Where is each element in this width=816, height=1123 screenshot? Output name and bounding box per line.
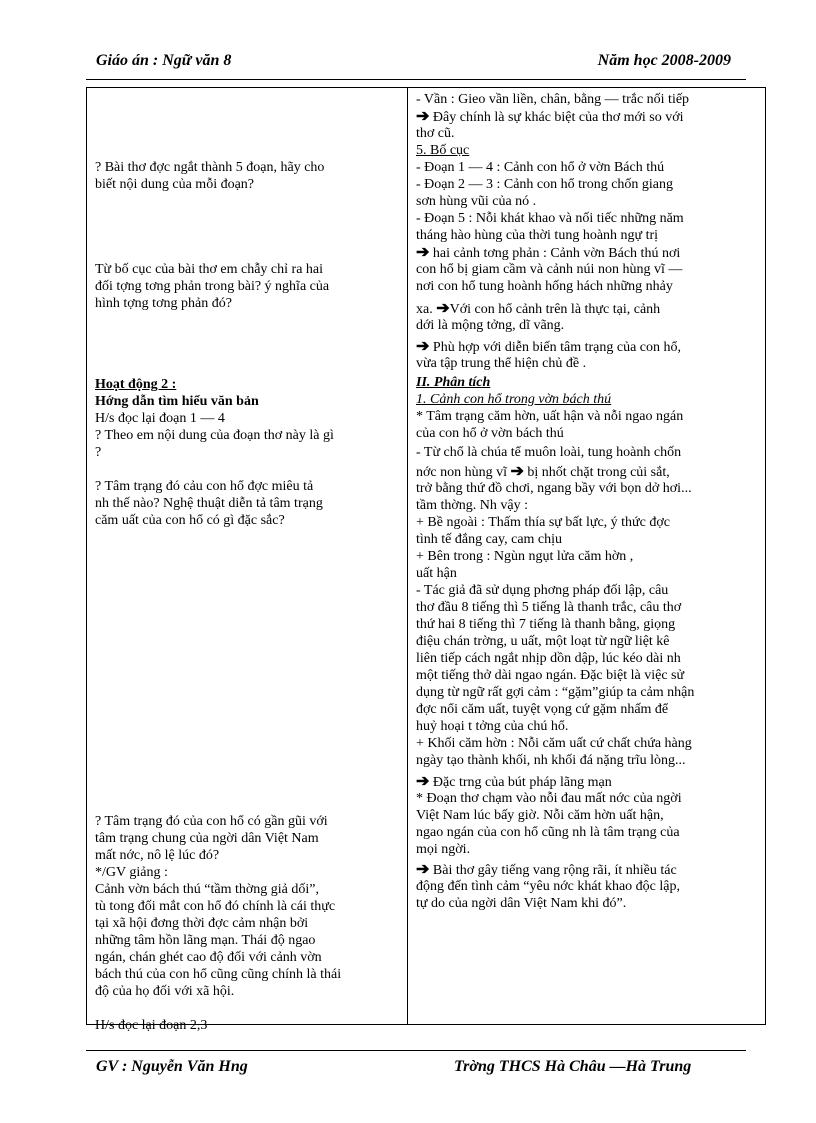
question-4-cont: nh thế nào? Nghệ thuật diễn tả tâm trạng [95, 496, 323, 511]
text-line: * Tâm trạng căm hờn, uất hận và nỗi ngao ngán [416, 409, 684, 424]
right-arrow-icon: ➔ [510, 463, 524, 480]
text-line: vừa tập trung thể hiện chủ đề . [416, 356, 587, 371]
teacher-note-line: những tâm hồn lãng mạn. Thái độ ngao [95, 933, 316, 948]
text-line: liên tiếp cách ngắt nhịp dồn dập, lúc kéo dài nh [416, 651, 681, 666]
section-heading: II. Phân tích [416, 375, 491, 390]
teacher-note-line: tại xã hội đơng thời đợc cảm nhận bởi [95, 916, 309, 931]
text-line: + Khối căm hờn : Nỗi căm uất cứ chất chứa hàng [416, 736, 692, 751]
text-line: dới là mộng tởng, dĩ vãng. [416, 318, 565, 333]
section-heading: 5. Bố cục [416, 143, 470, 158]
question-1-cont: biết nội dung của mỗi đoạn? [95, 177, 255, 192]
text-line: - Đoạn 1 — 4 : Cảnh con hổ ở vờn Bách thú [416, 160, 665, 175]
text-line: - Đoạn 2 — 3 : Cảnh con hổ trong chốn giang [416, 177, 674, 192]
teacher-note-line: bách thú của con hổ cũng cũng chính là thái [95, 967, 342, 982]
text-line: thứ hai 8 tiếng thì 7 tiếng là thanh bằng, giọng [416, 617, 676, 632]
reading-instruction: H/s đọc lại đoạn 1 — 4 [95, 411, 225, 426]
header-rule [86, 79, 746, 80]
text-line: * Đoạn thơ chạm vào nỗi đau mất nớc của ngời [416, 791, 682, 806]
teacher-note-line: ngán, chán ghét cao độ đối với cảnh vờn [95, 950, 322, 965]
text-line: - Tác giả đã sử dụng phơng pháp đối lập, câu [416, 583, 669, 598]
text-line: uất hận [416, 566, 457, 581]
text-line: ➔ Bài thơ gây tiếng vang rộng rãi, ít nhiều tác [416, 861, 677, 878]
right-arrow-icon: ➔ [416, 108, 430, 125]
text-line: ➔ hai cảnh tơng phản : Cảnh vờn Bách thú nơi [416, 244, 681, 261]
question-5: ? Tâm trạng đó của con hổ có gần gũi với [95, 814, 328, 829]
subsection-heading: 1. Cảnh con hổ trong vờn bách thú [416, 392, 612, 407]
text-line: thơ đầu 8 tiếng thì 5 tiếng là thanh trắc, câu thơ [416, 600, 682, 615]
right-arrow-icon: ➔ [436, 300, 450, 317]
text-line: điệu chán trờng, u uất, một loạt từ ngữ liệt kê [416, 634, 670, 649]
question-5-cont: tâm trạng chung của ngời dân Việt Nam [95, 831, 319, 846]
teacher-note-title: */GV giảng : [95, 865, 168, 880]
question-4: ? Tâm trạng đó cảu con hổ đợc miêu tả [95, 479, 314, 494]
text-line: thơ cũ. [416, 126, 455, 141]
text-line: dụng từ ngữ rất gợi cảm : “gặm”giúp ta cảm nhận [416, 685, 695, 700]
text-line: động đến tình cảm “yêu nớc khát khao độc lập, [416, 879, 680, 894]
teacher-note-line: Cảnh vờn bách thú “tầm thờng giả dối”, [95, 882, 319, 897]
question-3-end: ? [95, 445, 102, 460]
header-right: Năm học 2008-2009 [597, 52, 731, 69]
text-line: - Vần : Gieo vần liền, chân, bằng — trắc nối tiếp [416, 92, 690, 107]
right-arrow-icon: ➔ [416, 244, 430, 261]
content-table [86, 87, 766, 1033]
text-line: ➔ Phù hợp với diễn biến tâm trạng của con hổ, [416, 338, 681, 355]
text-line: xa. ➔Với con hổ cảnh trên là thực tại, cảnh [416, 300, 661, 317]
header-left: Giáo án : Ngữ văn 8 [96, 52, 232, 69]
text-line: của con hổ ở vờn bách thú [416, 426, 564, 441]
text-line: - Đoạn 5 : Nỗi khát khao và nối tiếc những năm [416, 211, 684, 226]
footer-right: Trờng THCS Hà Châu —Hà Trung [454, 1058, 692, 1075]
right-arrow-icon: ➔ [416, 773, 430, 790]
text-line: Việt Nam lúc bấy giờ. Nỗi căm hờn uất hận, [416, 808, 664, 823]
activity-2-subtitle: Hớng dẫn tìm hiểu văn bản [95, 394, 259, 409]
text-line: ngao ngán của con hổ cũng nh là tâm trạng của [416, 825, 680, 840]
text-line: tháng hào hùng của thời tung hoành ngự trị [416, 228, 659, 243]
question-2: Từ bố cục của bài thơ em chẫy chỉ ra hai [95, 262, 324, 277]
text-line: + Bên trong : Ngùn ngụt lửa căm hờn , [416, 549, 634, 564]
left-column [87, 88, 407, 1033]
text-line: mọi ngời. [416, 842, 471, 857]
text-line: tầm thờng. Nh vậy : [416, 498, 528, 513]
teacher-note-line: độ của họ đối với xã hội. [95, 984, 235, 999]
question-5-end: mất nớc, nô lệ lúc đó? [95, 848, 220, 863]
teacher-note-line: tù tong đối mắt con hổ đó chính là cái thực [95, 899, 336, 914]
question-4-end: căm uất của con hổ có gì đặc sắc? [95, 513, 285, 528]
text-line: ➔ Đây chính là sự khác biệt của thơ mới so với [416, 108, 684, 125]
text-line: tự do của ngời dân Việt Nam khi đó”. [416, 896, 627, 911]
footer-rule [86, 1050, 746, 1051]
question-2-cont: đối tợng tơng phản trong bài? ý nghĩa của [95, 279, 330, 294]
right-arrow-icon: ➔ [416, 338, 430, 355]
right-arrow-icon: ➔ [416, 861, 430, 878]
activity-2-title: Hoạt động 2 : [95, 377, 177, 392]
text-line: con hổ bị giam cầm và cảnh núi non hùng vĩ — [416, 262, 683, 277]
footer-left: GV : Nguyễn Văn Hng [96, 1058, 248, 1075]
text-line: ➔ Đặc trng của bút pháp lãng mạn [416, 773, 612, 790]
text-line: + Bề ngoài : Thấm thía sự bất lực, ý thức đợc [416, 515, 670, 530]
text-line: đợc nổi căm uất, tuyệt vọng cứ gặm nhấm để [416, 702, 669, 717]
question-1: ? Bài thơ đợc ngắt thành 5 đoạn, hãy cho [95, 160, 325, 175]
right-column [408, 88, 767, 1024]
text-line: một tiếng thở dài ngao ngán. Đặc biệt là việc sử [416, 668, 685, 683]
text-line: - Từ chổ là chúa tể muôn loài, tung hoành chốn [416, 445, 682, 460]
question-2-end: hình tợng tơng phản đó? [95, 296, 232, 311]
text-line: nơi con hổ tung hoành hống hách những nhảy [416, 279, 673, 294]
text-line: trở bằng thứ đồ chơi, ngang bầy với bọn dở hơi... [416, 481, 692, 496]
text-line: huỷ hoại t tởng của chú hổ. [416, 719, 569, 734]
question-3: ? Theo em nội dung của đoạn thơ này là gì [95, 428, 334, 443]
text-line: sơn hùng vũi của nó . [416, 194, 537, 209]
reading-instruction-2: H/s đọc lại đoạn 2,3 [95, 1018, 208, 1033]
text-line: nớc non hùng vĩ ➔ bị nhốt chặt trong củi sắt, [416, 463, 670, 480]
text-line: ngày tạo thành khối, nh khối đá nặng trĩu lòng... [416, 753, 686, 768]
text-line: tình tế đắng cay, cam chịu [416, 532, 563, 547]
